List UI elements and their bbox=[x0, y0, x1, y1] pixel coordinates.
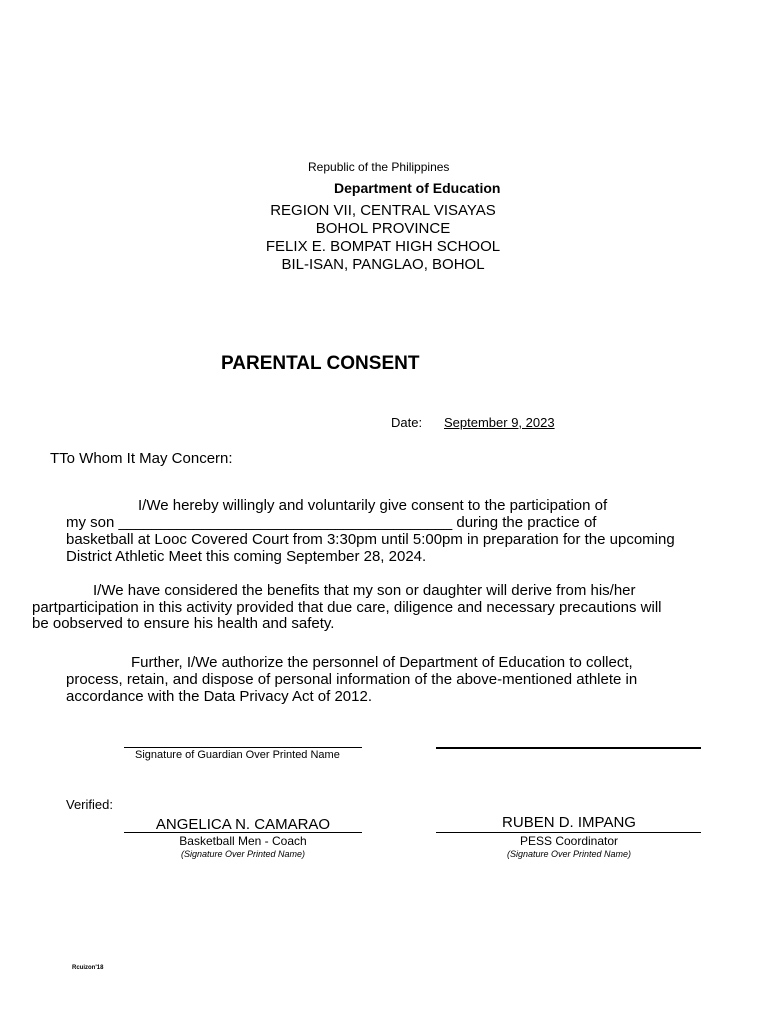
province-line: BOHOL PROVINCE bbox=[315, 220, 451, 237]
guardian-signature-line-right bbox=[436, 747, 701, 749]
guardian-signature-line bbox=[124, 747, 362, 748]
paragraph-line: Further, I/We authorize the personnel of Department of Education to collect, bbox=[131, 654, 633, 671]
paragraph-line: process, retain, and dispose of personal information of the above-mentioned athlete in bbox=[66, 671, 638, 688]
paragraph-line: District Athletic Meet this coming September 28, 2024. bbox=[66, 548, 427, 565]
department-line: Department of Education bbox=[334, 180, 501, 196]
verified-label: Verified: bbox=[66, 797, 113, 812]
paragraph-line: basketball at Looc Covered Court from 3:30pm until 5:00pm in preparation for the upcoming bbox=[66, 531, 675, 548]
paragraph-line: partparticipation in this activity provided that due care, diligence and necessary precautions will bbox=[32, 599, 662, 616]
address-line: BIL-ISAN, PANGLAO, BOHOL bbox=[281, 256, 485, 273]
page-title: PARENTAL CONSENT bbox=[221, 353, 420, 374]
signature-line bbox=[124, 832, 362, 833]
signature-line bbox=[436, 832, 701, 833]
signatory-role: Basketball Men - Coach bbox=[179, 834, 307, 848]
republic-line: Republic of the Philippines bbox=[308, 160, 450, 174]
salutation: TTo Whom It May Concern: bbox=[50, 450, 233, 467]
school-line: FELIX E. BOMPAT HIGH SCHOOL bbox=[265, 238, 501, 255]
footer-mark: Rcuizon'18 bbox=[72, 965, 104, 971]
paragraph-line: I/We hereby willingly and voluntarily give consent to the participation of bbox=[138, 497, 608, 514]
signatory-note: (Signature Over Printed Name) bbox=[506, 849, 632, 859]
paragraph-line: accordance with the Data Privacy Act of 2012. bbox=[66, 688, 372, 705]
date-label: Date: bbox=[391, 415, 423, 430]
paragraph-line: I/We have considered the benefits that my son or daughter will derive from his/her bbox=[93, 582, 636, 599]
paragraph-line: be oobserved to ensure his health and safety. bbox=[32, 615, 335, 632]
paragraph-line: my son ________________________________________ during the practice of bbox=[66, 514, 597, 531]
signatory-name: RUBEN D. IMPANG bbox=[502, 814, 636, 831]
signatory-role: PESS Coordinator bbox=[519, 834, 619, 848]
guardian-signature-label: Signature of Guardian Over Printed Name bbox=[135, 749, 340, 761]
region-line: REGION VII, CENTRAL VISAYAS bbox=[270, 202, 496, 219]
signatory-note: (Signature Over Printed Name) bbox=[180, 849, 306, 859]
signatory-name: ANGELICA N. CAMARAO bbox=[155, 816, 331, 833]
date-value: September 9, 2023 bbox=[444, 415, 555, 430]
